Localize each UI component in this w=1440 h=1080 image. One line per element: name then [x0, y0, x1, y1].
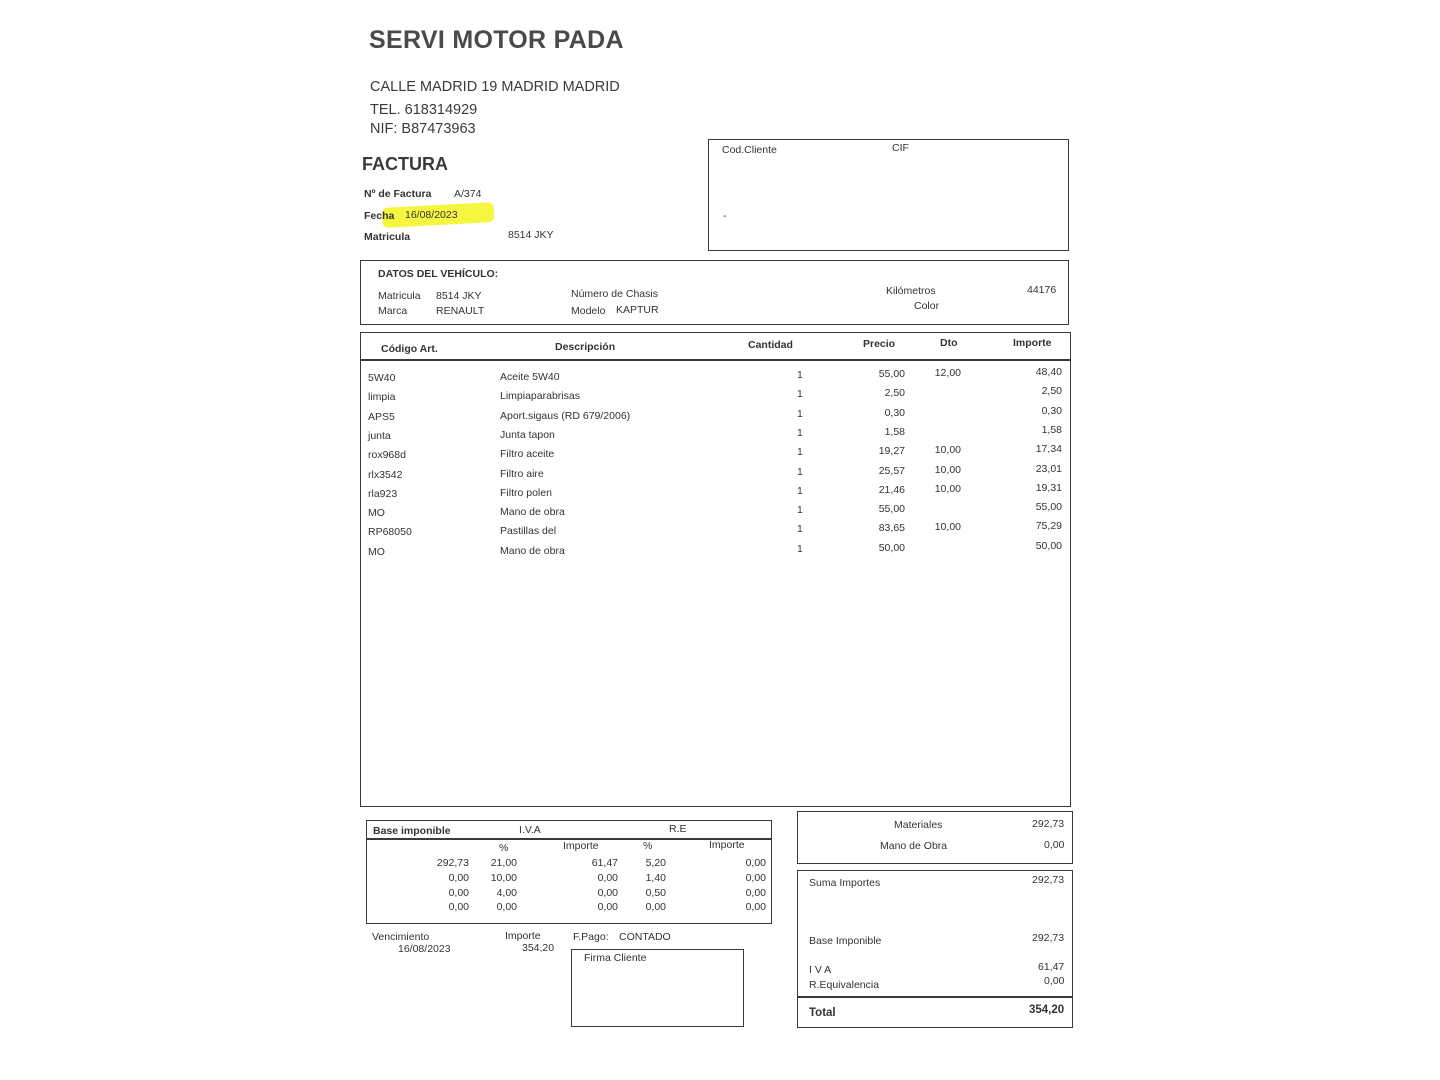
company-address: CALLE MADRID 19 MADRID MADRID [370, 79, 620, 95]
invoice-title: FACTURA [362, 154, 448, 174]
vehicle-title: DATOS DEL VEHÍCULO: [378, 268, 499, 280]
materials-value: 292,73 [1032, 818, 1065, 830]
item-price: 50,00 [878, 541, 905, 554]
tax-re-pct-value: 0,50 [645, 886, 666, 899]
total-value: 354,20 [1029, 1004, 1065, 1016]
vehicle-brand-label: Marca [378, 305, 408, 317]
item-description: Pastillas del [500, 525, 557, 538]
invoice-date-label: Fecha [364, 210, 395, 222]
col-header-price: Precio [863, 338, 896, 350]
iva-value: 61,47 [1038, 961, 1065, 973]
item-amount: 23,01 [1035, 462, 1062, 475]
item-qty: 1 [797, 369, 803, 381]
invoice-number-label: Nº de Factura [364, 188, 432, 200]
col-header-code: Código Art. [381, 343, 438, 355]
col-header-qty: Cantidad [748, 339, 793, 351]
tax-iva-amount-value: 61,47 [591, 857, 618, 869]
item-code: rox968d [368, 449, 406, 462]
tax-iva-label: I.V.A [519, 824, 541, 836]
sum-value: 292,73 [1032, 874, 1065, 886]
tax-base-value: 0,00 [448, 871, 469, 884]
item-discount: 12,00 [934, 367, 961, 379]
labor-value: 0,00 [1044, 839, 1065, 851]
base-value: 292,73 [1032, 932, 1065, 944]
payment-method-label: F.Pago: [573, 931, 609, 943]
item-amount: 1,58 [1041, 423, 1062, 436]
item-qty: 1 [797, 446, 803, 459]
company-nif: NIF: B87473963 [370, 121, 476, 137]
item-qty: 1 [797, 523, 803, 536]
item-qty: 1 [797, 504, 803, 517]
item-qty: 1 [797, 388, 803, 401]
tax-iva-amount-label: Importe [563, 840, 599, 852]
col-header-amount: Importe [1013, 337, 1052, 349]
item-price: 55,00 [878, 368, 905, 380]
item-qty: 1 [797, 426, 803, 439]
item-description: Aceite 5W40 [500, 371, 560, 383]
tax-re-pct-label: % [643, 840, 653, 852]
item-qty: 1 [797, 407, 803, 420]
iva-label: I V A [809, 964, 832, 976]
item-price: 21,46 [878, 483, 905, 496]
item-code: limpia [368, 391, 396, 404]
sum-label: Suma Importes [809, 877, 881, 889]
item-amount: 19,31 [1035, 481, 1062, 494]
item-qty: 1 [797, 465, 803, 478]
col-header-discount: Dto [940, 337, 958, 349]
item-code: MO [368, 545, 385, 558]
vehicle-chassis-label: Número de Chasis [571, 288, 658, 300]
tax-re-label: R.E [669, 823, 687, 835]
re-value: 0,00 [1044, 975, 1065, 987]
tax-iva-amount-value: 0,00 [597, 886, 618, 899]
vehicle-model-label: Modelo [571, 305, 606, 317]
base-label: Base Imponible [809, 935, 882, 947]
item-description: Junta tapon [500, 428, 555, 441]
item-price: 0,30 [884, 406, 905, 419]
vehicle-km: 44176 [1027, 284, 1057, 296]
tax-iva-pct-value: 10,00 [490, 871, 517, 884]
item-price: 2,50 [884, 387, 905, 400]
vehicle-model: KAPTUR [616, 304, 659, 316]
materials-label: Materiales [894, 819, 943, 831]
item-price: 1,58 [884, 425, 905, 438]
item-qty: 1 [797, 542, 803, 555]
total-label: Total [809, 1007, 836, 1019]
item-amount: 2,50 [1041, 385, 1062, 398]
item-code: MO [368, 507, 385, 520]
item-amount: 55,00 [1035, 501, 1062, 514]
tax-iva-amount-value: 0,00 [597, 871, 618, 884]
tax-base-label: Base imponible [373, 825, 451, 837]
company-phone: TEL. 618314929 [370, 102, 478, 118]
client-cif-label: CIF [892, 142, 909, 154]
tax-re-pct-value: 5,20 [645, 857, 666, 869]
item-code: RP68050 [368, 526, 412, 539]
items-table [360, 332, 1071, 807]
item-code: 5W40 [368, 372, 396, 384]
tax-re-pct-value: 1,40 [645, 871, 666, 884]
tax-iva-pct-value: 21,00 [490, 857, 517, 869]
re-label: R.Equivalencia [809, 979, 880, 991]
tax-iva-pct-label: % [499, 842, 509, 854]
item-discount: 10,00 [934, 463, 961, 476]
item-code: junta [368, 429, 391, 442]
item-amount: 50,00 [1035, 539, 1062, 552]
item-price: 83,65 [878, 522, 905, 535]
payment-amount-label: Importe [505, 930, 541, 942]
item-discount: 10,00 [934, 444, 961, 457]
item-amount: 17,34 [1035, 443, 1062, 456]
tax-re-amount-value: 0,00 [745, 857, 766, 869]
tax-re-amount-value: 0,00 [745, 871, 766, 884]
tax-base-value: 0,00 [448, 901, 469, 914]
vehicle-plate: 8514 JKY [436, 290, 482, 302]
company-name: SERVI MOTOR PADA [369, 26, 624, 54]
items-header-divider [360, 359, 1071, 361]
invoice-plate: 8514 JKY [508, 229, 554, 241]
tax-re-pct-value: 0,00 [645, 901, 666, 914]
tax-base-value: 0,00 [448, 886, 469, 899]
vehicle-brand: RENAULT [436, 305, 485, 317]
item-code: rla923 [368, 487, 398, 500]
tax-re-amount-value: 0,00 [745, 886, 766, 899]
tax-base-value: 292,73 [436, 857, 469, 869]
item-description: Limpiaparabrisas [500, 390, 580, 403]
due-label: Vencimiento [372, 931, 430, 943]
item-description: Mano de obra [500, 544, 565, 557]
signature-label: Firma Cliente [584, 952, 647, 964]
item-code: APS5 [368, 410, 395, 423]
tax-re-amount-value: 0,00 [745, 901, 766, 914]
client-dash: - [723, 210, 727, 222]
item-description: Filtro polen [500, 486, 552, 499]
total-divider [797, 996, 1073, 998]
item-price: 19,27 [878, 445, 905, 458]
item-amount: 75,29 [1035, 520, 1062, 533]
payment-amount: 354,20 [522, 942, 555, 954]
vehicle-plate-label: Matricula [378, 290, 421, 302]
item-code: rlx3542 [368, 468, 403, 481]
item-discount: 10,00 [934, 482, 961, 495]
item-description: Filtro aire [500, 467, 544, 480]
labor-label: Mano de Obra [880, 840, 948, 852]
item-amount: 0,30 [1041, 404, 1062, 417]
vehicle-color-label: Color [914, 300, 940, 312]
vehicle-km-label: Kilómetros [886, 285, 936, 297]
item-amount: 48,40 [1035, 366, 1062, 378]
invoice-number: A/374 [454, 188, 482, 200]
item-description: Mano de obra [500, 506, 565, 519]
client-code-label: Cod.Cliente [722, 144, 777, 156]
item-description: Filtro aceite [500, 448, 555, 461]
due-date: 16/08/2023 [398, 943, 451, 955]
invoice-plate-label: Matricula [364, 231, 411, 243]
invoice-date: 16/08/2023 [405, 209, 458, 221]
item-description: Aport.sigaus (RD 679/2006) [500, 409, 631, 422]
col-header-description: Descripción [555, 341, 616, 353]
tax-re-amount-label: Importe [709, 839, 745, 851]
item-price: 25,57 [878, 464, 905, 477]
tax-iva-amount-value: 0,00 [597, 901, 618, 914]
tax-iva-pct-value: 4,00 [496, 886, 517, 899]
item-discount: 10,00 [934, 521, 961, 534]
item-price: 55,00 [878, 503, 905, 516]
item-qty: 1 [797, 484, 803, 497]
payment-method: CONTADO [619, 931, 671, 943]
tax-iva-pct-value: 0,00 [496, 901, 517, 914]
